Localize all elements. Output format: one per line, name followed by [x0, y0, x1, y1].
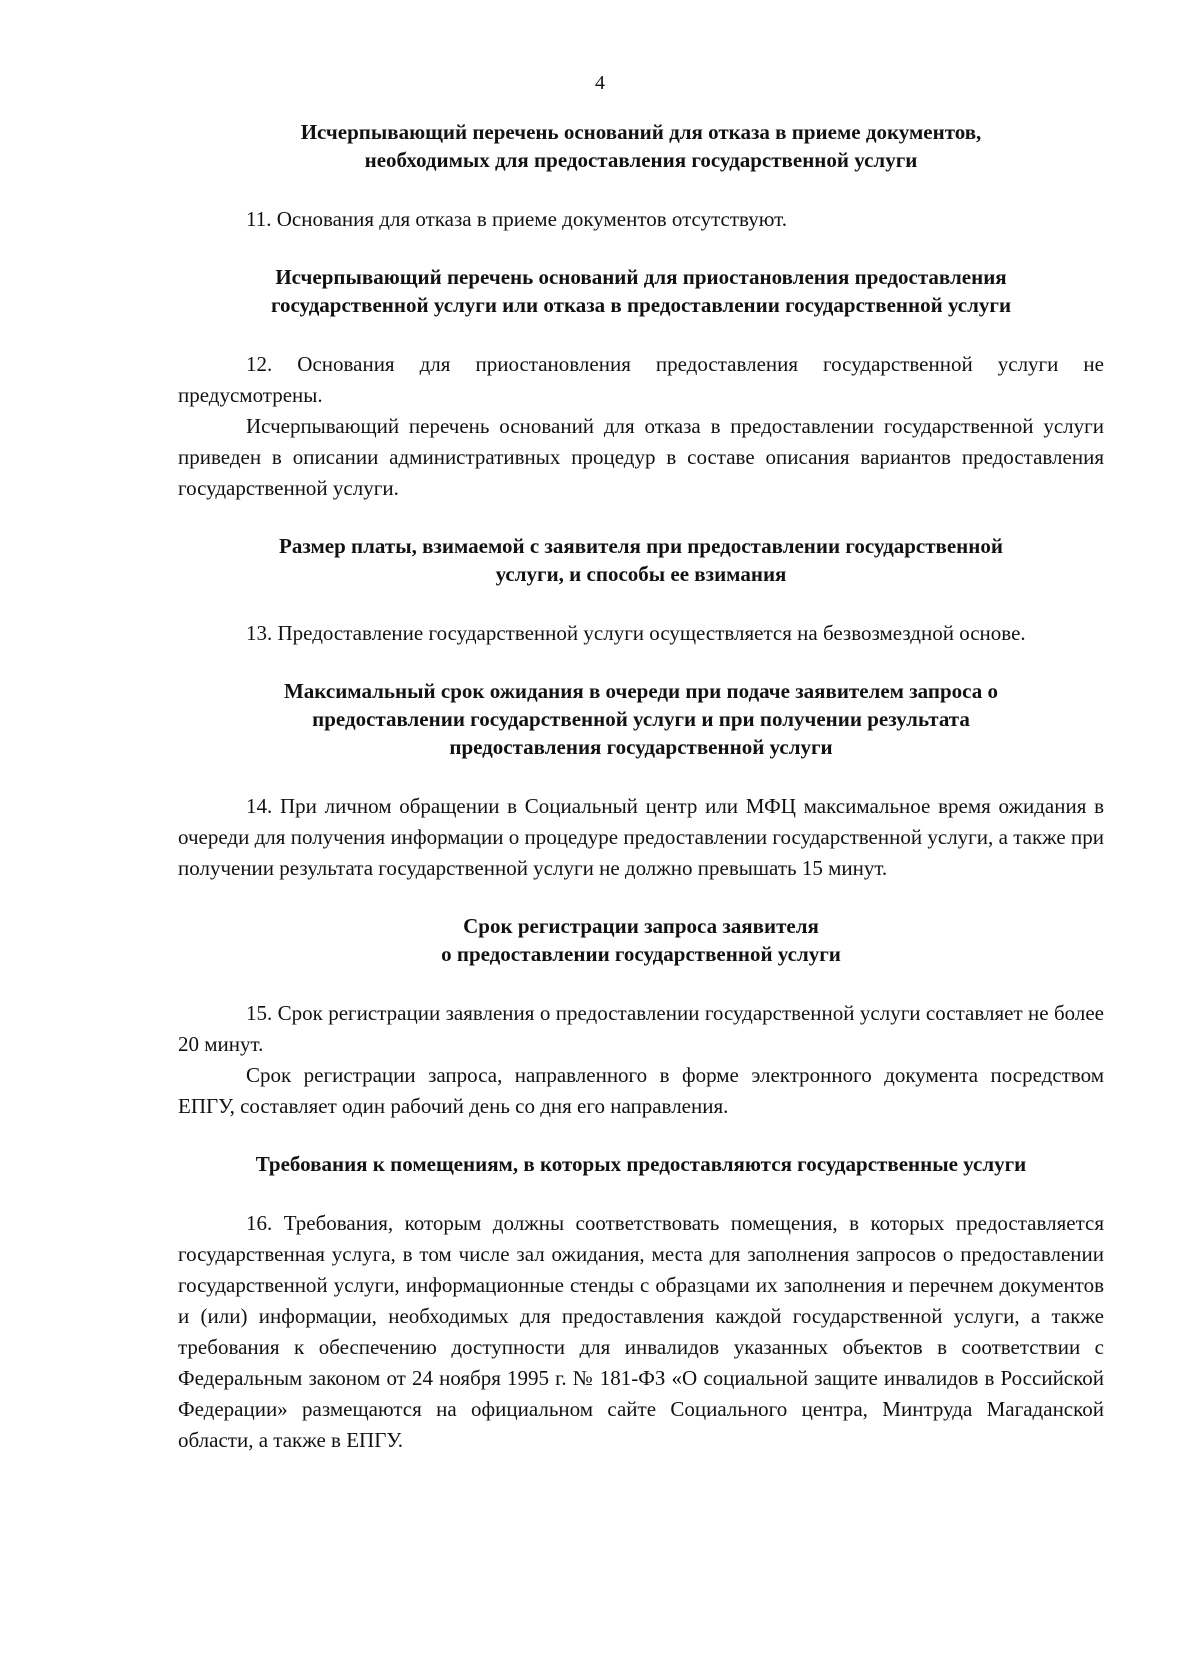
paragraph-15-continued: Срок регистрации запроса, направленного в форме электронного документа посредством ЕПГУ, составляет один рабочий день со дня его направления.	[178, 1063, 1104, 1118]
section-premises-requirements	[178, 1150, 1104, 1456]
section-registration-time	[178, 912, 1104, 1122]
paragraph-15: 15. Срок регистрации заявления о предоставлении государственной услуги составляет не более 20 минут.	[178, 1001, 1104, 1056]
paragraph-12: 12. Основания для приостановления предоставления государственной услуги не предусмотрены.	[178, 352, 1104, 407]
document-body	[178, 118, 1104, 1456]
section-heading: Срок регистрации запроса заявителя о предоставлении государственной услуги	[441, 914, 841, 966]
paragraph-13: 13. Предоставление государственной услуги осуществляется на безвозмездной основе.	[246, 621, 1026, 645]
page-number: 4	[595, 72, 605, 94]
paragraph-12-continued: Исчерпывающий перечень оснований для отказа в предоставлении государственной услуги приведен в описании административных процедур в составе описания вариантов предоставления государственной услуги.	[178, 414, 1104, 500]
section-heading: Требования к помещениям, в которых предоставляются государственные услуги	[255, 1152, 1027, 1176]
section-fee	[178, 532, 1104, 649]
paragraph-14: 14. При личном обращении в Социальный центр или МФЦ максимальное время ожидания в очереди для получения информации о процедуре предоставлении государственной услуги, а также при получении результата государственной услуги не должно превышать 15 минут.	[178, 794, 1104, 880]
section-heading: Максимальный срок ожидания в очереди при подаче заявителем запроса о предоставлении государственной услуги и при получении результата предоставления государственной услуги	[283, 679, 998, 759]
section-refusal-acceptance	[178, 118, 1104, 235]
section-queue-time	[178, 677, 1104, 884]
paragraph-11: 11. Основания для отказа в приеме документов отсутствуют.	[246, 207, 787, 231]
paragraph-16: 16. Требования, которым должны соответствовать помещения, в которых предоставляется государственная услуга, в том числе зал ожидания, места для заполнения запросов о предоставлении государственной услуги, информационные стенды с образцами их заполнения и перечнем документов и (или) информации, необходимых для предоставления каждой государственной услуги, а также требования к обеспечению доступности для инвалидов указанных объектов в соответствии с Федеральным законом от 24 ноября 1995 г. № 181-ФЗ «О социальной защите инвалидов в Российской Федерации» размещаются на официальном сайте Социального центра, Минтруда Магаданской области, а также в ЕПГУ.	[178, 1211, 1104, 1452]
section-heading: Размер платы, взимаемой с заявителя при предоставлении государственной услуги, и способы ее взимания	[279, 534, 1003, 586]
section-suspension-refusal	[178, 263, 1104, 504]
section-heading: Исчерпывающий перечень оснований для приостановления предоставления государственной услуги или отказа в предоставлении государственной услуги	[270, 265, 1012, 317]
section-heading: Исчерпывающий перечень оснований для отказа в приеме документов, необходимых для предоставления государственной услуги	[300, 120, 982, 172]
